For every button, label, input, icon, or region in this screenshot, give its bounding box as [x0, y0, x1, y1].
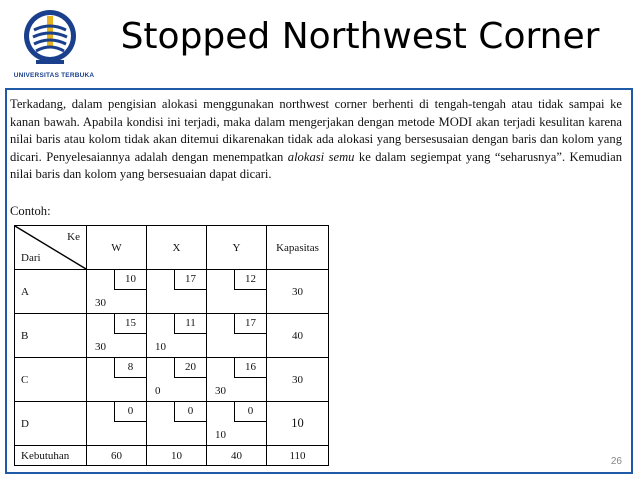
table-row: [15, 270, 329, 314]
cost-value: 10: [114, 270, 146, 290]
allocation-value: 30: [95, 297, 106, 309]
table-row: [15, 314, 329, 358]
cell-c-w: [87, 358, 147, 402]
cell-b-w: [87, 314, 147, 358]
row-label-b: B: [15, 314, 87, 358]
column-header-x: X: [147, 226, 207, 270]
capacity-a: 30: [267, 270, 329, 314]
cost-value: 17: [174, 270, 206, 290]
column-header-w: W: [87, 226, 147, 270]
paragraph-end: ke dalam segiempat yang “seharusnya”. Kemudian nilai baris dan kolom yang bersesuaian dapat dicari.: [10, 149, 622, 182]
capacity-d: 10: [267, 402, 329, 446]
demand-label: Kebutuhan: [15, 446, 87, 466]
cell-a-y: [207, 270, 267, 314]
cost-value: 0: [114, 402, 146, 422]
cost-value: 16: [234, 358, 266, 378]
table-row: [15, 358, 329, 402]
cell-b-x: [147, 314, 207, 358]
page-number: 26: [610, 456, 622, 467]
demand-w: 60: [87, 446, 147, 466]
corner-bottom-label: Dari: [21, 252, 41, 264]
cell-c-y: [207, 358, 267, 402]
cell-b-y: [207, 314, 267, 358]
allocation-value: 0: [155, 385, 161, 397]
ut-emblem-icon: [22, 6, 78, 70]
body-paragraph: [10, 96, 622, 184]
cost-value: 15: [114, 314, 146, 334]
demand-x: 10: [147, 446, 207, 466]
corner-header-cell: [15, 226, 87, 270]
cost-value: 11: [174, 314, 206, 334]
row-label-c: C: [15, 358, 87, 402]
table-footer-row: [15, 446, 329, 466]
demand-y: 40: [207, 446, 267, 466]
cost-value: 12: [234, 270, 266, 290]
paragraph-italic: alokasi semu: [287, 149, 355, 164]
demand-total: 110: [267, 446, 329, 466]
column-header-y: Y: [207, 226, 267, 270]
allocation-value: 10: [215, 429, 226, 441]
cost-value: 17: [234, 314, 266, 334]
cell-d-w: [87, 402, 147, 446]
transportation-table: [14, 225, 329, 466]
cost-value: 0: [234, 402, 266, 422]
university-logo: [8, 6, 95, 86]
paragraph-text: Terkadang, dalam pengisian alokasi menggunakan northwest corner berhenti di tengah-tengah atau tidak sampai ke kanan bawah. Apabila kondisi ini terjadi, maka dalam mengerjakan dengan metode MODI akan terjadi kesulitan karena nilai baris atau kolom tidak akan ditemui dikarenakan tidak ada alokasi yang bersesusaian dengan baris dan kolom yang dicari. Penyelesaiannya adalah dengan menempatkan: [10, 97, 622, 164]
cell-a-w: [87, 270, 147, 314]
cost-value: 0: [174, 402, 206, 422]
example-label: Contoh:: [10, 204, 51, 218]
capacity-c: 30: [267, 358, 329, 402]
allocation-value: 30: [95, 341, 106, 353]
cost-value: 20: [174, 358, 206, 378]
row-label-a: A: [15, 270, 87, 314]
allocation-value: 30: [215, 385, 226, 397]
page-title: Stopped Northwest Corner: [120, 16, 600, 57]
table-header-row: [15, 226, 329, 270]
allocation-value: 10: [155, 341, 166, 353]
corner-top-label: Ke: [67, 231, 80, 243]
capacity-b: 40: [267, 314, 329, 358]
row-label-d: D: [15, 402, 87, 446]
cost-value: 8: [114, 358, 146, 378]
cell-d-y: [207, 402, 267, 446]
cell-c-x: [147, 358, 207, 402]
capacity-header: Kapasitas: [267, 226, 329, 270]
cell-d-x: [147, 402, 207, 446]
logo-caption: UNIVERSITAS TERBUKA: [13, 72, 95, 79]
table-row: [15, 402, 329, 446]
cell-a-x: [147, 270, 207, 314]
